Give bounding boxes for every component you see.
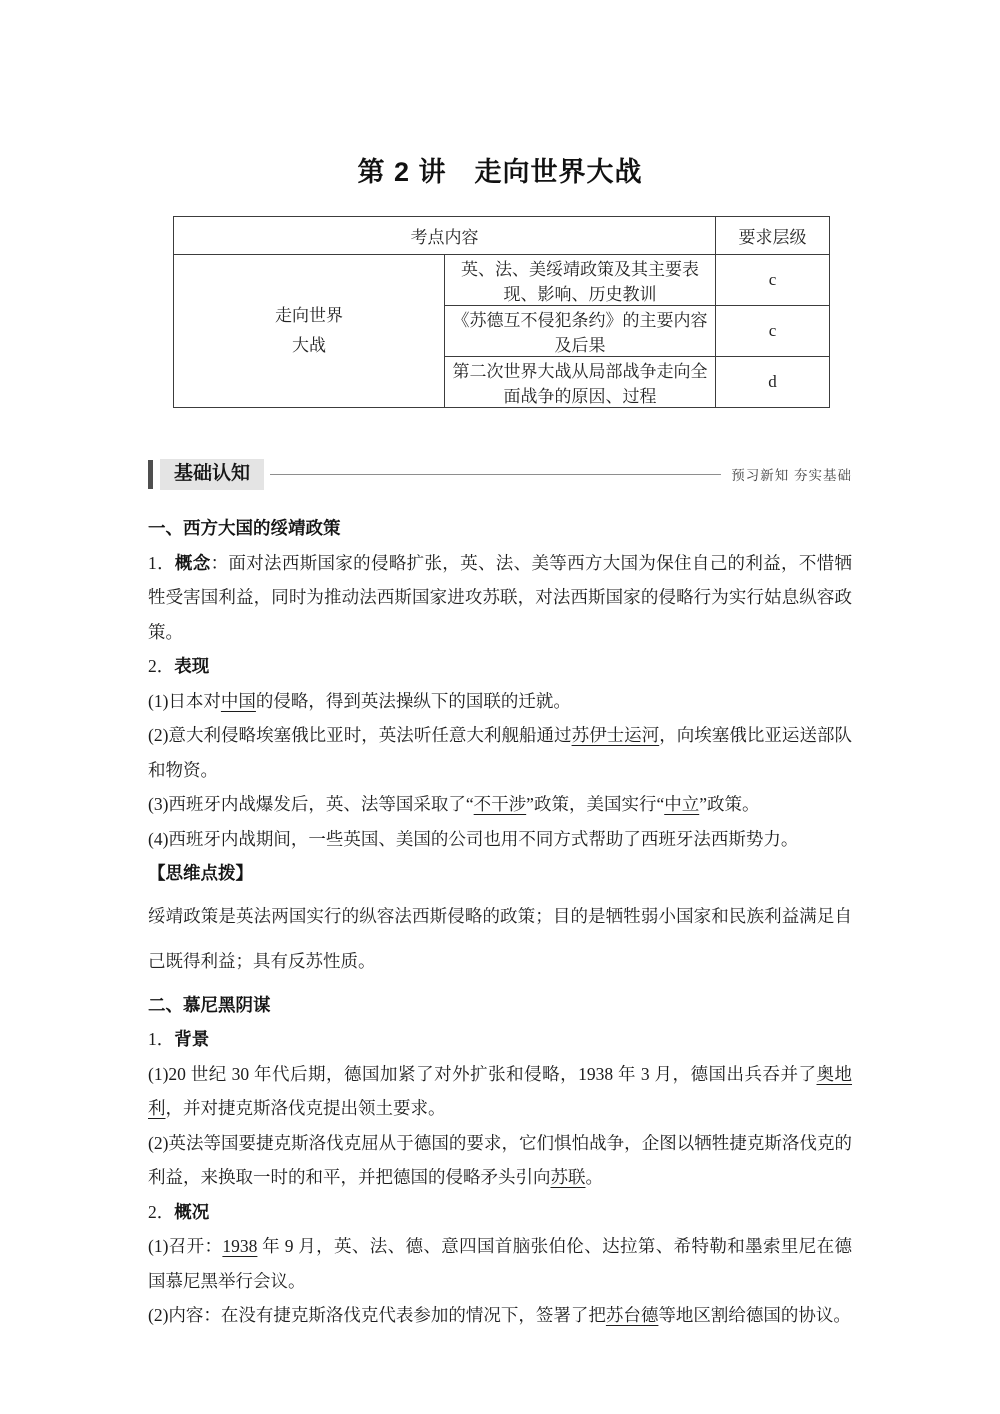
group-label-line1: 走向世界 [275,306,343,325]
para-perf-item-2: (2)意大利侵略埃塞俄比亚时，英法听任意大利舰船通过苏伊士运河，向埃塞俄比亚运送部队和物资。 [148,725,852,780]
heading-section-1: 一、西方大国的绥靖政策 [148,518,341,538]
heading-section-2: 二、慕尼黑阴谋 [148,994,271,1015]
table-header-row [174,217,830,255]
para-thinking-tip: 绥靖政策是英法两国实行的纵容法西斯侵略的政策；目的是牺牲弱小国家和民族利益满足自己既得利益；具有反苏性质。 [148,905,852,971]
heading-performance: 2．表现 [148,656,210,676]
para-overview-item-2: (2)内容：在没有捷克斯洛伐克代表参加的情况下，签署了把苏台德等地区割给德国的协议。 [148,1305,851,1325]
heading-overview: 2．概况 [148,1201,210,1222]
group-label-cell [174,255,445,408]
group-label-line2: 大战 [292,336,326,355]
para-bg-item-2: (2)英法等国要捷克斯洛伐克屈从于德国的要求，它们惧怕战争，企图以牺牲捷克斯洛伐克的利益，来换取一时的和平，并把德国的侵略矛头引向苏联。 [148,1132,852,1187]
row2-content: 《苏德互不侵犯条约》的主要内容及后果 [445,306,716,357]
header-cell-level: 要求层级 [716,217,830,255]
row3-content: 第二次世界大战从局部战争走向全面战争的原因、过程 [445,357,716,408]
row2-level: c [716,306,830,357]
para-perf-item-4: (4)西班牙内战期间，一些英国、美国的公司也用不同方式帮助了西班牙法西斯势力。 [148,828,799,849]
para-concept: 1．概念：面对法西斯国家的侵略扩张，英、法、美等西方大国为保住自己的利益，不惜牺牲受害国利益，同时为推动法西斯国家进攻苏联，对法西斯国家的侵略行为实行姑息纵容政策。 [148,552,853,642]
row1-level: c [716,255,830,306]
row1-content: 英、法、美绥靖政策及其主要表现、影响、历史教训 [445,255,716,306]
heading-thinking-tip: 【思维点拨】 [148,863,253,883]
section-banner [148,458,852,490]
para-perf-item-1: (1)日本对中国的侵略，得到英法操纵下的国联的迁就。 [148,690,571,711]
para-perf-item-3: (3)西班牙内战爆发后，英、法等国采取了“不干涉”政策，美国实行“中立”政策。 [148,794,760,814]
page-title: 第 2 讲 走向世界大战 [357,157,643,187]
exam-points-table [173,216,830,408]
heading-background: 1．背景 [148,1029,210,1049]
banner-title: 基础认知 [160,459,264,490]
banner-tagline: 预习新知 夯实基础 [731,468,852,483]
para-bg-item-1: (1)20 世纪 30 年代后期，德国加紧了对外扩张和侵略，1938 年 3 月，德国出兵吞并了奥地利，并对捷克斯洛伐克提出领土要求。 [148,1063,853,1118]
body-content [148,511,852,1333]
row3-level: d [716,357,830,408]
banner-accent-bar [148,460,153,489]
banner-rule-line [270,474,721,475]
para-overview-item-1: (1)召开：1938 年 9 月，英、法、德、意四国首脑张伯伦、达拉第、希特勒和墨索里尼在德国慕尼黑举行会议。 [148,1236,853,1291]
table-row [174,255,830,306]
header-cell-content: 考点内容 [174,217,716,255]
